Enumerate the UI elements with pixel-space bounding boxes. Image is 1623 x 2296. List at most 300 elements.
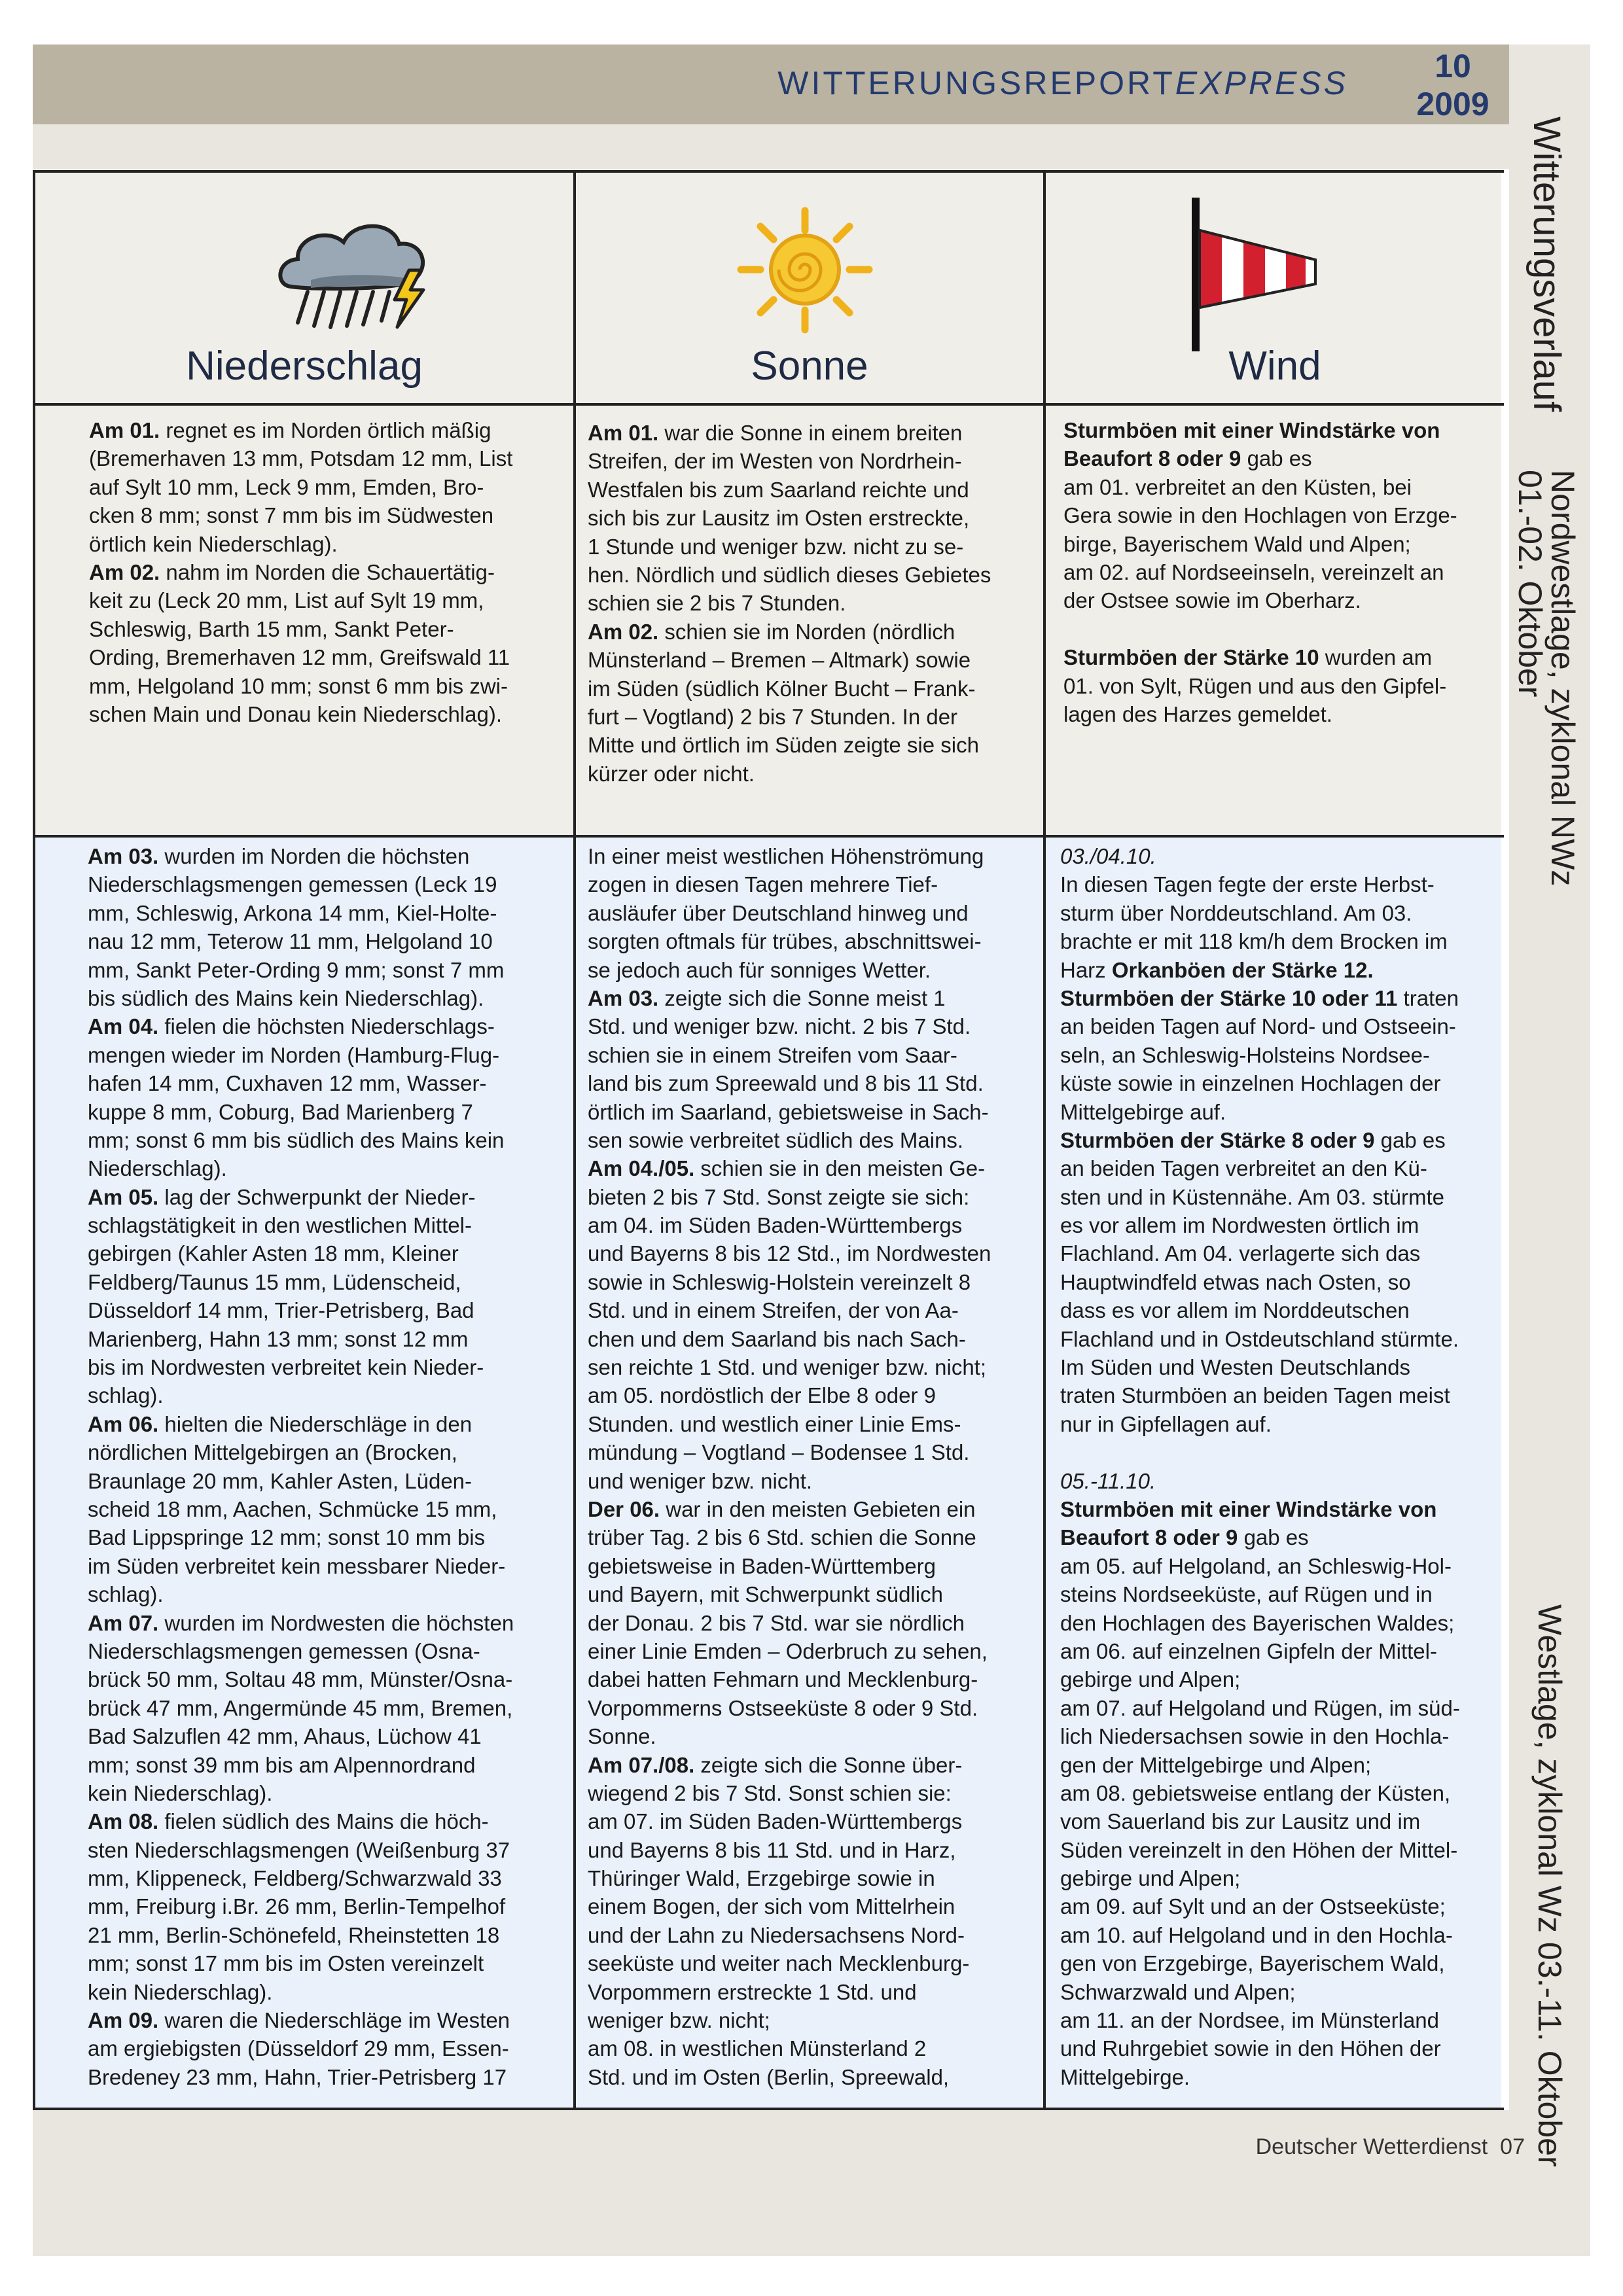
text-run: nördlichen Mittelgebirgen an (Brocken, <box>88 1440 457 1465</box>
text-run: gab es <box>1241 446 1312 471</box>
text-line <box>1063 586 1457 614</box>
text-run: Sturmböen der Stärke 10 <box>1063 645 1319 670</box>
text-run: scheid 18 mm, Aachen, Schmücke 15 mm, <box>88 1496 497 1521</box>
text-run: seeküste und weiter nach Mecklenburg- <box>588 1951 970 1976</box>
text-run: am 01. verbreitet an den Küsten, bei <box>1063 474 1412 499</box>
text-run: und weniger bzw. nicht. <box>588 1468 813 1493</box>
text-line <box>1060 899 1460 927</box>
row1-wind-text <box>1063 416 1457 728</box>
text-line <box>88 1892 514 1920</box>
text-run: Im Süden und Westen Deutschlands <box>1060 1355 1411 1380</box>
text-run: mündung – Vogtland – Bodensee 1 Std. <box>588 1440 970 1465</box>
text-line <box>588 870 991 898</box>
text-line <box>88 1296 514 1324</box>
text-run: am ergiebigsten (Düsseldorf 29 mm, Essen- <box>88 2036 509 2061</box>
text-line <box>588 899 991 927</box>
text-run: Am 08. <box>88 1809 159 1834</box>
text-run: chen und dem Saarland bis nach Sach- <box>588 1326 966 1351</box>
text-run: hielten die Niederschläge in den <box>158 1411 473 1436</box>
text-line <box>88 1211 514 1239</box>
text-run: Braunlage 20 mm, Kahler Asten, Lüden- <box>88 1468 473 1493</box>
page-footer <box>0 2134 1525 2160</box>
text-run: Hauptwindfeld etwas nach Osten, so <box>1060 1269 1411 1294</box>
text-line <box>1060 2006 1460 2034</box>
text-line <box>588 1154 991 1182</box>
text-run: hafen 14 mm, Cuxhaven 12 mm, Wasser- <box>88 1071 487 1096</box>
text-run: wurden im Nordwesten die höchsten <box>158 1610 514 1635</box>
text-line <box>1060 1410 1460 1438</box>
text-line <box>588 1381 991 1409</box>
text-run: Mittelgebirge. <box>1060 2064 1190 2089</box>
text-run: einem Bogen, der sich vom Mittelrhein <box>588 1894 955 1919</box>
text-line <box>88 842 514 870</box>
text-run: Sonne. <box>588 1724 656 1749</box>
text-run: Bad Salzuflen 42 mm, Ahaus, Lüchow 41 <box>88 1724 482 1749</box>
text-run: Beaufort 8 oder 9 <box>1060 1525 1238 1550</box>
text-line <box>588 419 991 447</box>
text-line <box>588 731 991 759</box>
text-run: waren die Niederschläge im Westen <box>158 2008 510 2033</box>
text-run: Am 07. <box>88 1610 159 1635</box>
text-run: am 07. auf Helgoland und Rügen, im süd- <box>1060 1695 1460 1720</box>
bottom-frame <box>33 2110 1509 2256</box>
text-run: sen reichte 1 Std. und weniger bzw. nicht; <box>588 1355 987 1380</box>
text-line <box>88 1467 514 1495</box>
text-line <box>1060 1183 1460 1211</box>
text-run: (Bremerhaven 13 mm, Potsdam 12 mm, List <box>89 446 513 471</box>
text-run: schien sie im Norden (nördlich <box>658 619 955 644</box>
text-run: mm, Klippeneck, Feldberg/Schwarzwald 33 <box>88 1866 502 1891</box>
text-run: In einer meist westlichen Höhenströmung <box>588 844 984 868</box>
text-run: 21 mm, Berlin-Schönefeld, Rheinstetten 18 <box>88 1922 500 1947</box>
text-line <box>588 1949 991 1977</box>
text-run: Düsseldorf 14 mm, Trier-Petrisberg, Bad <box>88 1298 474 1323</box>
period1-label-1: Nordwestlage, zyklonal NWz <box>1544 470 1581 887</box>
text-run: 03./04.10. <box>1060 844 1156 868</box>
text-line <box>588 984 991 1012</box>
text-line <box>588 1467 991 1495</box>
text-run: Mittelgebirge auf. <box>1060 1099 1226 1124</box>
text-line <box>588 1098 991 1126</box>
text-run: brück 47 mm, Angermünde 45 mm, Bremen, <box>88 1695 513 1720</box>
text-line <box>588 1864 991 1892</box>
text-run: Münsterland – Bremen – Altmark) sowie <box>588 648 971 673</box>
text-run: Am 02. <box>588 619 659 644</box>
text-run: an beiden Tagen auf Nord- und Ostseein- <box>1060 1014 1456 1039</box>
text-line <box>588 1041 991 1069</box>
text-run: Vorpommern erstreckte 1 Std. und <box>588 1979 917 2004</box>
text-line <box>588 1580 991 1608</box>
text-line <box>1060 1523 1460 1551</box>
text-run: gebirge und Alpen; <box>1060 1667 1241 1692</box>
text-line <box>588 1978 991 2006</box>
text-line <box>588 1268 991 1296</box>
text-run: schen Main und Donau kein Niederschlag). <box>89 701 503 726</box>
text-run: Vorpommerns Ostseeküste 8 oder 9 Std. <box>588 1695 978 1720</box>
text-run: zogen in diesen Tagen mehrere Tief- <box>588 872 938 897</box>
text-line <box>1060 1864 1460 1892</box>
text-run: Am 03. <box>88 844 159 868</box>
text-line <box>88 1041 514 1069</box>
row2-wind-text <box>1060 842 1460 2091</box>
text-run: Niederschlagsmengen gemessen (Leck 19 <box>88 872 497 897</box>
text-line <box>1060 1069 1460 1097</box>
text-line <box>588 1012 991 1040</box>
table-top-line <box>33 170 1504 173</box>
column-header-niederschlag: Niederschlag <box>186 344 423 389</box>
page-number: 07 <box>1500 2134 1525 2159</box>
text-run: am 07. im Süden Baden-Württembergs <box>588 1809 963 1834</box>
text-line <box>88 1381 514 1409</box>
row2-niederschlag-text <box>88 842 514 2091</box>
text-line <box>88 1410 514 1438</box>
text-run: mengen wieder im Norden (Hamburg-Flug- <box>88 1042 500 1067</box>
text-run: Orkanböen der Stärke 12. <box>1111 957 1374 982</box>
text-run: Flachland. Am 04. verlagerte sich das <box>1060 1241 1421 1266</box>
text-line <box>588 956 991 984</box>
text-line <box>88 1353 514 1381</box>
header-separator-line <box>33 403 1504 406</box>
text-run: gebietsweise in Baden-Württemberg <box>588 1553 936 1578</box>
text-run: wurden am <box>1319 645 1433 670</box>
report-title <box>0 64 1348 102</box>
text-run: am 11. an der Nordsee, im Münsterland <box>1060 2008 1439 2033</box>
rain-cloud-lightning-icon <box>272 208 442 332</box>
issue-year: 2009 <box>1416 86 1489 122</box>
column-header-sonne: Sonne <box>751 344 868 389</box>
text-run: und Bayerns 8 bis 12 Std., im Nordwesten <box>588 1241 991 1266</box>
text-run: cken 8 mm; sonst 7 mm bis im Südwesten <box>89 503 494 528</box>
text-line <box>88 1751 514 1779</box>
text-run: Std. und im Osten (Berlin, Spreewald, <box>588 2064 950 2089</box>
text-line <box>588 561 991 589</box>
text-run: Streifen, der im Westen von Nordrhein- <box>588 449 962 474</box>
text-run: Beaufort 8 oder 9 <box>1063 446 1241 471</box>
text-run: mm, Freiburg i.Br. 26 mm, Berlin-Tempelhof <box>88 1894 506 1919</box>
text-run: an beiden Tagen verbreitet an den Kü- <box>1060 1156 1427 1181</box>
text-line <box>1060 870 1460 898</box>
text-line <box>588 1665 991 1693</box>
text-line <box>88 1779 514 1807</box>
text-run: Bredeney 23 mm, Hahn, Trier-Petrisberg 17 <box>88 2064 507 2089</box>
text-run: regnet es im Norden örtlich mäßig <box>160 418 491 442</box>
text-line <box>1060 1949 1460 1977</box>
text-run: ausläufer über Deutschland hinweg und <box>588 900 969 925</box>
text-line <box>88 1807 514 1835</box>
text-line <box>1060 2034 1460 2062</box>
text-line <box>88 1069 514 1097</box>
text-run: mm, Helgoland 10 mm; sonst 6 mm bis zwi- <box>89 673 508 698</box>
text-line <box>88 2034 514 2062</box>
text-run: keit zu (Leck 20 mm, List auf Sylt 19 mm, <box>89 588 484 613</box>
text-line <box>88 1978 514 2006</box>
text-run: 01. von Sylt, Rügen und aus den Gipfel- <box>1063 673 1447 698</box>
windsock-icon <box>1181 191 1338 355</box>
text-line <box>588 2034 991 2062</box>
text-run: am 06. auf einzelnen Gipfeln der Mittel- <box>1060 1638 1437 1663</box>
text-run: trüber Tag. 2 bis 6 Std. schien die Sonne <box>588 1525 976 1550</box>
text-run: weniger bzw. nicht; <box>588 2008 770 2033</box>
text-run: den Hochlagen des Bayerischen Waldes; <box>1060 1610 1455 1635</box>
text-line <box>588 646 991 674</box>
text-line <box>1060 1807 1460 1835</box>
text-run: Am 03. <box>588 985 659 1010</box>
text-run: Süden vereinzelt in den Höhen der Mittel- <box>1060 1837 1458 1862</box>
text-line <box>1060 1154 1460 1182</box>
text-line <box>588 842 991 870</box>
text-run: brachte er mit 118 km/h dem Brocken im <box>1060 929 1448 954</box>
text-run: gen von Erzgebirge, Bayerischem Wald, <box>1060 1951 1445 1976</box>
text-run: Schwarzwald und Alpen; <box>1060 1979 1296 2004</box>
text-run: seln, an Schleswig-Holsteins Nordsee- <box>1060 1042 1430 1067</box>
text-run: Flachland und in Ostdeutschland stürmte. <box>1060 1326 1459 1351</box>
text-line <box>588 1239 991 1267</box>
text-line <box>88 1268 514 1296</box>
text-line <box>89 700 512 728</box>
report-title-express: EXPRESS <box>1175 65 1348 101</box>
text-run: mm; sonst 6 mm bis südlich des Mains kein <box>88 1127 505 1152</box>
text-run: Sturmböen mit einer Windstärke von <box>1063 418 1440 442</box>
text-line <box>588 927 991 955</box>
text-run: hen. Nördlich und südlich dieses Gebietes <box>588 562 991 587</box>
text-run: Am 09. <box>88 2008 159 2033</box>
text-run: am 02. auf Nordseeinseln, vereinzelt an <box>1063 559 1444 584</box>
text-line <box>588 1069 991 1097</box>
text-line <box>88 1921 514 1949</box>
text-run: und Bayern, mit Schwerpunkt südlich <box>588 1582 943 1607</box>
text-line <box>588 1325 991 1353</box>
text-run: sorgten oftmals für trübes, abschnittswei- <box>588 929 982 954</box>
text-line <box>1063 700 1457 728</box>
text-run: zeigte sich die Sonne meist 1 <box>658 985 946 1010</box>
text-line <box>588 1722 991 1750</box>
text-line <box>89 473 512 501</box>
text-run: mm, Sankt Peter-Ording 9 mm; sonst 7 mm <box>88 957 505 982</box>
row-separator-line <box>33 835 1504 838</box>
text-line <box>88 899 514 927</box>
text-line <box>588 1438 991 1466</box>
text-run: schien sie in einem Streifen vom Saar- <box>588 1042 957 1067</box>
section-title: Witterungsverlauf <box>1525 116 1568 412</box>
text-line <box>1063 530 1457 558</box>
issue-number: 10 <box>1435 48 1471 84</box>
text-run: schien sie in den meisten Ge- <box>694 1156 986 1181</box>
text-run: war die Sonne in einem breiten <box>658 421 963 445</box>
text-run: nahm im Norden die Schauertätig- <box>160 559 495 584</box>
text-line <box>1063 444 1457 472</box>
text-line <box>588 703 991 731</box>
text-run: am 05. nordöstlich der Elbe 8 oder 9 <box>588 1383 936 1408</box>
text-line <box>1060 984 1460 1012</box>
text-run: Niederschlag). <box>88 1156 227 1181</box>
text-run: Sturmböen der Stärke 8 oder 9 <box>1060 1127 1375 1152</box>
text-line <box>88 1864 514 1892</box>
text-line <box>88 984 514 1012</box>
text-line <box>1060 1381 1460 1409</box>
text-run: lich Niedersachsen sowie in den Hochla- <box>1060 1724 1450 1749</box>
text-line <box>1060 1921 1460 1949</box>
text-line <box>588 1892 991 1920</box>
text-run: gab es <box>1374 1127 1446 1152</box>
text-run: Am 05. <box>88 1184 159 1209</box>
text-line <box>588 589 991 617</box>
text-run: mm; sonst 17 mm bis im Osten vereinzelt <box>88 1951 484 1976</box>
text-run: Thüringer Wald, Erzgebirge sowie in <box>588 1866 935 1891</box>
text-run: Der 06. <box>588 1496 660 1521</box>
text-line <box>1060 1296 1460 1324</box>
text-run: Westfalen bis zum Saarland reichte und <box>588 477 969 502</box>
text-run: schlagstätigkeit in den westlichen Mittel- <box>88 1213 472 1238</box>
text-run: traten <box>1397 985 1459 1010</box>
text-line <box>1060 1098 1460 1126</box>
text-run: im Süden verbreitet kein messbarer Nieder- <box>88 1553 506 1578</box>
text-run: mm, Schleswig, Arkona 14 mm, Kiel-Holte- <box>88 900 497 925</box>
text-run: wurden im Norden die höchsten <box>158 844 470 868</box>
issue-info <box>1414 47 1492 123</box>
report-title-main: WITTERUNGSREPORT <box>777 65 1175 101</box>
period1-label-2: 01.-02. Oktober <box>1512 470 1548 698</box>
text-run: Am 01. <box>588 421 659 445</box>
text-run: Niederschlagsmengen gemessen (Osna- <box>88 1638 480 1663</box>
text-line <box>1060 1353 1460 1381</box>
text-run: bis im Nordwesten verbreitet kein Nieder- <box>88 1355 484 1380</box>
text-run: am 04. im Süden Baden-Württembergs <box>588 1213 963 1238</box>
text-line <box>1060 1694 1460 1722</box>
text-run: örtlich im Saarland, gebietsweise in Sach- <box>588 1099 989 1124</box>
text-line <box>588 2063 991 2091</box>
text-run: örtlich kein Niederschlag). <box>89 531 338 556</box>
text-line <box>89 672 512 700</box>
text-line <box>1060 1325 1460 1353</box>
text-line <box>1060 1665 1460 1693</box>
text-line <box>89 586 512 614</box>
text-run: Ording, Bremerhaven 12 mm, Greifswald 11 <box>89 645 510 670</box>
text-line <box>1060 1211 1460 1239</box>
text-run: steins Nordseeküste, auf Rügen und in <box>1060 1582 1433 1607</box>
text-run: land bis zum Spreewald und 8 bis 11 Std. <box>588 1071 984 1096</box>
text-line <box>1063 501 1457 529</box>
text-line <box>1060 1609 1460 1637</box>
text-line <box>89 615 512 643</box>
text-run: Am 02. <box>89 559 160 584</box>
text-run: se jedoch auch für sonniges Wetter. <box>588 957 931 982</box>
text-line <box>88 2006 514 2034</box>
text-line <box>1063 615 1457 643</box>
text-run: furt – Vogtland) 2 bis 7 Stunden. In der <box>588 704 958 729</box>
text-run: es vor allem im Nordwesten örtlich im <box>1060 1213 1419 1238</box>
text-run: traten Sturmböen an beiden Tagen meist <box>1060 1383 1450 1408</box>
text-run: dabei hatten Fehmarn und Mecklenburg- <box>588 1667 978 1692</box>
text-line <box>588 1495 991 1523</box>
text-line <box>88 1694 514 1722</box>
text-run: Std. und weniger bzw. nicht. 2 bis 7 Std. <box>588 1014 971 1039</box>
text-run: dass es vor allem im Norddeutschen <box>1060 1298 1410 1323</box>
text-run: gebirge und Alpen; <box>1060 1866 1241 1891</box>
text-run: wiegend 2 bis 7 Std. Sonst schien sie: <box>588 1780 952 1805</box>
text-run: einer Linie Emden – Oderbruch zu sehen, <box>588 1638 988 1663</box>
text-run: Am 07./08. <box>588 1752 695 1777</box>
text-run: Schleswig, Barth 15 mm, Sankt Peter- <box>89 616 454 641</box>
text-line <box>588 447 991 475</box>
text-run: am 10. auf Helgoland und in den Hochla- <box>1060 1922 1453 1947</box>
text-line <box>1063 416 1457 444</box>
text-run: war in den meisten Gebieten ein <box>660 1496 976 1521</box>
text-line <box>88 1665 514 1693</box>
text-run: 05.-11.10. <box>1060 1468 1156 1493</box>
text-line <box>588 1609 991 1637</box>
text-run: Am 01. <box>89 418 160 442</box>
text-line <box>88 1495 514 1523</box>
text-line <box>1060 842 1460 870</box>
text-line <box>88 1836 514 1864</box>
text-line <box>88 1722 514 1750</box>
text-line <box>1060 1552 1460 1580</box>
text-line <box>588 1183 991 1211</box>
text-line <box>88 927 514 955</box>
text-line <box>1060 1126 1460 1154</box>
text-run: küste sowie in einzelnen Hochlagen der <box>1060 1071 1441 1096</box>
text-line <box>588 476 991 504</box>
text-line <box>1060 1041 1460 1069</box>
footer-publisher: Deutscher Wetterdienst <box>1255 2134 1488 2159</box>
text-run: In diesen Tagen fegte der erste Herbst- <box>1060 872 1435 897</box>
text-run: sten und in Küstennähe. Am 03. stürmte <box>1060 1184 1445 1209</box>
text-run: sowie in Schleswig-Holstein vereinzelt 8 <box>588 1269 971 1294</box>
text-run: kuppe 8 mm, Coburg, Bad Marienberg 7 <box>88 1099 473 1124</box>
text-run: Am 04. <box>88 1014 159 1039</box>
text-line <box>1060 927 1460 955</box>
text-line <box>1063 473 1457 501</box>
text-run: kein Niederschlag). <box>88 1979 273 2004</box>
text-line <box>89 558 512 586</box>
text-line <box>88 1012 514 1040</box>
text-run: fielen die höchsten Niederschlags- <box>158 1014 495 1039</box>
text-line <box>1060 1978 1460 2006</box>
text-run: Std. und in einem Streifen, der von Aa- <box>588 1298 959 1323</box>
text-line <box>1060 1438 1460 1466</box>
text-run: und der Lahn zu Niedersachsens Nord- <box>588 1922 965 1947</box>
text-line <box>588 1353 991 1381</box>
column-header-wind: Wind <box>1228 344 1321 389</box>
text-line <box>588 1552 991 1580</box>
column-divider-2 <box>1043 170 1046 2110</box>
text-line <box>88 1552 514 1580</box>
text-line <box>1060 1580 1460 1608</box>
text-line <box>88 1126 514 1154</box>
text-run: am 08. gebietsweise entlang der Küsten, <box>1060 1780 1451 1805</box>
text-line <box>1060 1467 1460 1495</box>
text-line <box>588 1410 991 1438</box>
text-line <box>88 1325 514 1353</box>
text-line <box>588 618 991 646</box>
text-run: kein Niederschlag). <box>88 1780 273 1805</box>
text-run: sen sowie verbreitet südlich des Mains. <box>588 1127 964 1152</box>
text-line <box>1063 558 1457 586</box>
sun-icon <box>733 204 877 335</box>
text-line <box>89 416 512 444</box>
text-run: im Süden (südlich Kölner Bucht – Frank- <box>588 676 976 701</box>
text-line <box>1060 1268 1460 1296</box>
text-run: Stunden. und westlich einer Linie Ems- <box>588 1411 961 1436</box>
text-line <box>588 1211 991 1239</box>
text-run: der Ostsee sowie im Oberharz. <box>1063 588 1361 613</box>
text-line <box>588 1296 991 1324</box>
text-line <box>88 2063 514 2091</box>
text-line <box>88 1098 514 1126</box>
text-line <box>588 1126 991 1154</box>
text-line <box>89 444 512 472</box>
text-run: birge, Bayerischem Wald und Alpen; <box>1063 531 1411 556</box>
